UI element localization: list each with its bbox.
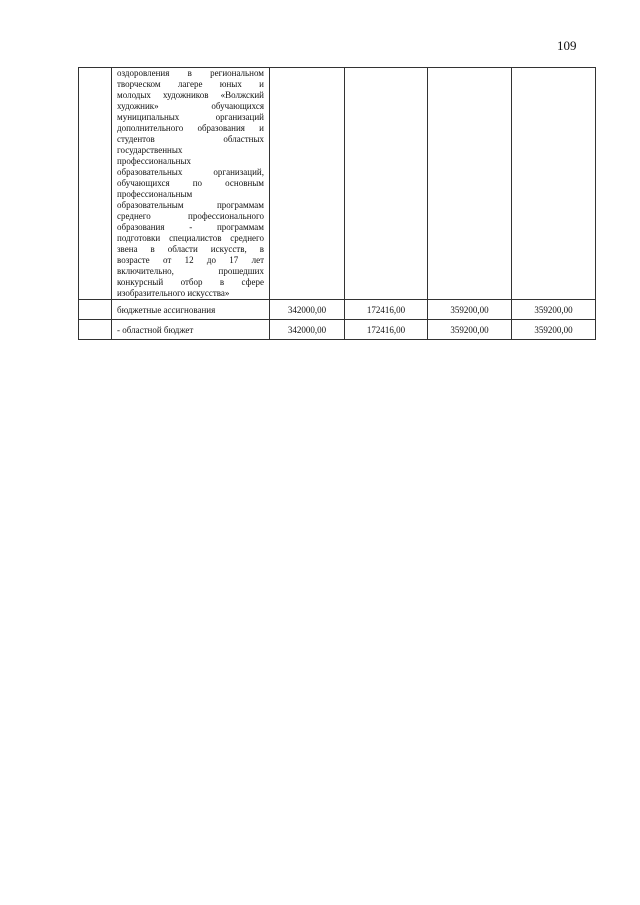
description-line: изобразительного искусства» bbox=[117, 288, 230, 298]
row-label: - областной бюджет bbox=[112, 320, 270, 340]
description-line: оздоровления в региональном bbox=[117, 68, 264, 78]
table-row bbox=[79, 300, 596, 320]
value-cell: 359200,00 bbox=[512, 320, 596, 340]
table-row bbox=[79, 320, 596, 340]
description-line: возрасте от 12 до 17 лет bbox=[117, 255, 264, 265]
description-line: творческом лагере юных и bbox=[117, 79, 264, 89]
description-line: молодых художников «Волжский bbox=[117, 90, 264, 100]
value-cell: 172416,00 bbox=[345, 300, 428, 320]
description-line: среднего профессионального bbox=[117, 211, 264, 221]
description-cell bbox=[112, 68, 270, 300]
value-cell: 342000,00 bbox=[270, 320, 345, 340]
description-row bbox=[79, 68, 596, 300]
description-line: конкурсный отбор в сфере bbox=[117, 277, 264, 287]
value-cell: 342000,00 bbox=[270, 300, 345, 320]
row-number-cell bbox=[79, 68, 112, 300]
row-label: бюджетные ассигнования bbox=[112, 300, 270, 320]
description-line: образовательных организаций, bbox=[117, 167, 264, 177]
row-number-cell bbox=[79, 320, 112, 340]
description-line: художник» обучающихся bbox=[117, 101, 264, 111]
value-cell: 359200,00 bbox=[428, 320, 512, 340]
value-cell: 359200,00 bbox=[512, 300, 596, 320]
row-number-cell bbox=[79, 300, 112, 320]
description-line: муниципальных организаций bbox=[117, 112, 264, 122]
description-line: звена в области искусств, в bbox=[117, 244, 264, 254]
description-line: профессиональных bbox=[117, 156, 192, 166]
description-line: образования - программам bbox=[117, 222, 264, 232]
description-line: подготовки специалистов среднего bbox=[117, 233, 264, 243]
value-cell: 359200,00 bbox=[428, 300, 512, 320]
value-cell-empty bbox=[428, 68, 512, 300]
value-cell: 172416,00 bbox=[345, 320, 428, 340]
value-cell-empty bbox=[270, 68, 345, 300]
value-cell-empty bbox=[345, 68, 428, 300]
page-number: 109 bbox=[557, 38, 577, 53]
description-line: дополнительного образования и bbox=[117, 123, 264, 133]
description-line: образовательным программам bbox=[117, 200, 264, 210]
description-line: включительно, прошедших bbox=[117, 266, 264, 276]
description-line: государственных bbox=[117, 145, 183, 155]
budget-table bbox=[78, 67, 596, 340]
description-line: обучающихся по основным bbox=[117, 178, 264, 188]
value-cell-empty bbox=[512, 68, 596, 300]
description-line: студентов областных bbox=[117, 134, 264, 144]
description-line: профессиональным bbox=[117, 189, 193, 199]
